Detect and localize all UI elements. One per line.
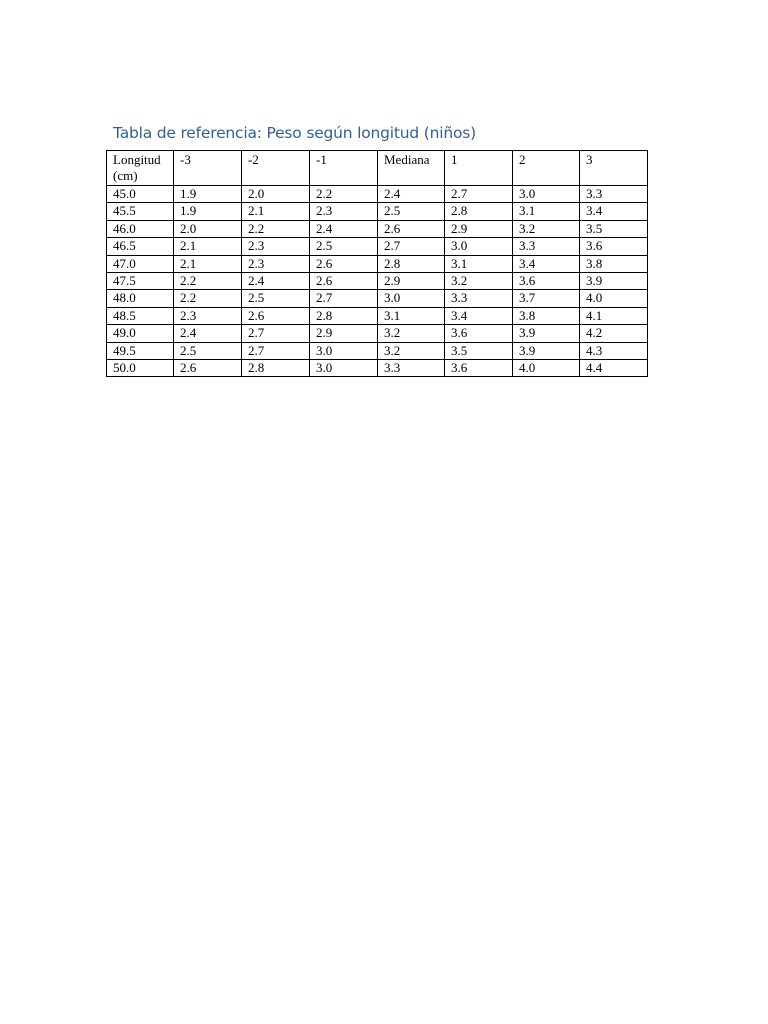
- table-cell: 2.6: [310, 272, 378, 289]
- table-row: [107, 238, 648, 255]
- table-cell: 2.1: [242, 203, 310, 220]
- table-cell: 3.1: [513, 203, 580, 220]
- table-cell: 2.7: [242, 342, 310, 359]
- table-header-row: [107, 151, 648, 186]
- table-cell: 3.0: [310, 359, 378, 376]
- table-cell: 3.6: [445, 359, 513, 376]
- table-cell: 2.9: [310, 325, 378, 342]
- table-cell: 3.3: [378, 359, 445, 376]
- table-cell: 2.9: [445, 220, 513, 237]
- table-cell: 4.0: [513, 359, 580, 376]
- table-row: [107, 325, 648, 342]
- table-cell: 3.7: [513, 290, 580, 307]
- table-cell: 2.5: [310, 238, 378, 255]
- table-cell: 49.0: [107, 325, 174, 342]
- table-cell: 50.0: [107, 359, 174, 376]
- table-row: [107, 203, 648, 220]
- header-plus-2: 2: [513, 151, 580, 186]
- table-cell: 3.6: [445, 325, 513, 342]
- table-row: [107, 307, 648, 324]
- table-cell: 3.9: [513, 325, 580, 342]
- table-cell: 2.4: [242, 272, 310, 289]
- table-cell: 2.8: [378, 255, 445, 272]
- table-cell: 2.7: [378, 238, 445, 255]
- table-cell: 2.2: [174, 272, 242, 289]
- table-cell: 2.6: [242, 307, 310, 324]
- table-cell: 2.6: [174, 359, 242, 376]
- table-cell: 3.5: [580, 220, 648, 237]
- table-cell: 2.4: [310, 220, 378, 237]
- table-cell: 1.9: [174, 203, 242, 220]
- table-cell: 2.8: [310, 307, 378, 324]
- header-plus-3: 3: [580, 151, 648, 186]
- table-cell: 4.4: [580, 359, 648, 376]
- table-cell: 45.0: [107, 186, 174, 203]
- reference-table: [106, 150, 648, 377]
- table-cell: 2.6: [378, 220, 445, 237]
- header-mediana: Mediana: [378, 151, 445, 186]
- table-cell: 3.9: [580, 272, 648, 289]
- table-cell: 3.5: [445, 342, 513, 359]
- table-cell: 4.2: [580, 325, 648, 342]
- table-row: [107, 220, 648, 237]
- table-cell: 2.5: [378, 203, 445, 220]
- table-cell: 3.0: [445, 238, 513, 255]
- table-cell: 3.0: [378, 290, 445, 307]
- table-cell: 48.5: [107, 307, 174, 324]
- table-cell: 2.1: [174, 255, 242, 272]
- table-cell: 3.1: [378, 307, 445, 324]
- table-cell: 3.4: [580, 203, 648, 220]
- table-cell: 3.2: [378, 342, 445, 359]
- table-cell: 47.5: [107, 272, 174, 289]
- table-cell: 2.7: [445, 186, 513, 203]
- table-cell: 3.6: [580, 238, 648, 255]
- table-cell: 3.2: [513, 220, 580, 237]
- table-row: [107, 290, 648, 307]
- table-cell: 2.3: [174, 307, 242, 324]
- table-cell: 2.8: [445, 203, 513, 220]
- table-cell: 3.8: [513, 307, 580, 324]
- table-cell: 2.6: [310, 255, 378, 272]
- table-cell: 2.3: [242, 255, 310, 272]
- table-cell: 2.5: [174, 342, 242, 359]
- table-cell: 2.2: [242, 220, 310, 237]
- table-cell: 2.8: [242, 359, 310, 376]
- table-cell: 2.2: [174, 290, 242, 307]
- table-cell: 46.5: [107, 238, 174, 255]
- table-cell: 45.5: [107, 203, 174, 220]
- table-row: [107, 359, 648, 376]
- header-minus-3: -3: [174, 151, 242, 186]
- table-cell: 3.6: [513, 272, 580, 289]
- table-cell: 3.3: [513, 238, 580, 255]
- table-cell: 48.0: [107, 290, 174, 307]
- table-cell: 2.3: [310, 203, 378, 220]
- table-cell: 3.8: [580, 255, 648, 272]
- table-cell: 2.0: [242, 186, 310, 203]
- table-cell: 2.2: [310, 186, 378, 203]
- table-row: [107, 186, 648, 203]
- header-plus-1: 1: [445, 151, 513, 186]
- table-row: [107, 255, 648, 272]
- header-minus-1: -1: [310, 151, 378, 186]
- table-cell: 4.3: [580, 342, 648, 359]
- table-cell: 2.7: [310, 290, 378, 307]
- table-cell: 2.7: [242, 325, 310, 342]
- table-cell: 4.1: [580, 307, 648, 324]
- table-cell: 3.4: [445, 307, 513, 324]
- header-longitud: Longitud (cm): [107, 151, 174, 186]
- table-cell: 2.1: [174, 238, 242, 255]
- table-cell: 49.5: [107, 342, 174, 359]
- table-cell: 2.4: [174, 325, 242, 342]
- table-row: [107, 272, 648, 289]
- table-cell: 3.0: [310, 342, 378, 359]
- table-cell: 3.3: [445, 290, 513, 307]
- table-cell: 2.3: [242, 238, 310, 255]
- table-cell: 3.9: [513, 342, 580, 359]
- table-row: [107, 342, 648, 359]
- table-cell: 2.9: [378, 272, 445, 289]
- table-cell: 1.9: [174, 186, 242, 203]
- table-cell: 2.5: [242, 290, 310, 307]
- table-cell: 3.2: [445, 272, 513, 289]
- table-cell: 3.0: [513, 186, 580, 203]
- table-cell: 3.1: [445, 255, 513, 272]
- document-title: Tabla de referencia: Peso según longitud (niños): [113, 124, 476, 142]
- table-cell: 3.3: [580, 186, 648, 203]
- table-cell: 3.4: [513, 255, 580, 272]
- table-cell: 46.0: [107, 220, 174, 237]
- header-minus-2: -2: [242, 151, 310, 186]
- table-cell: 2.4: [378, 186, 445, 203]
- table-cell: 3.2: [378, 325, 445, 342]
- table-cell: 4.0: [580, 290, 648, 307]
- table-cell: 47.0: [107, 255, 174, 272]
- table-cell: 2.0: [174, 220, 242, 237]
